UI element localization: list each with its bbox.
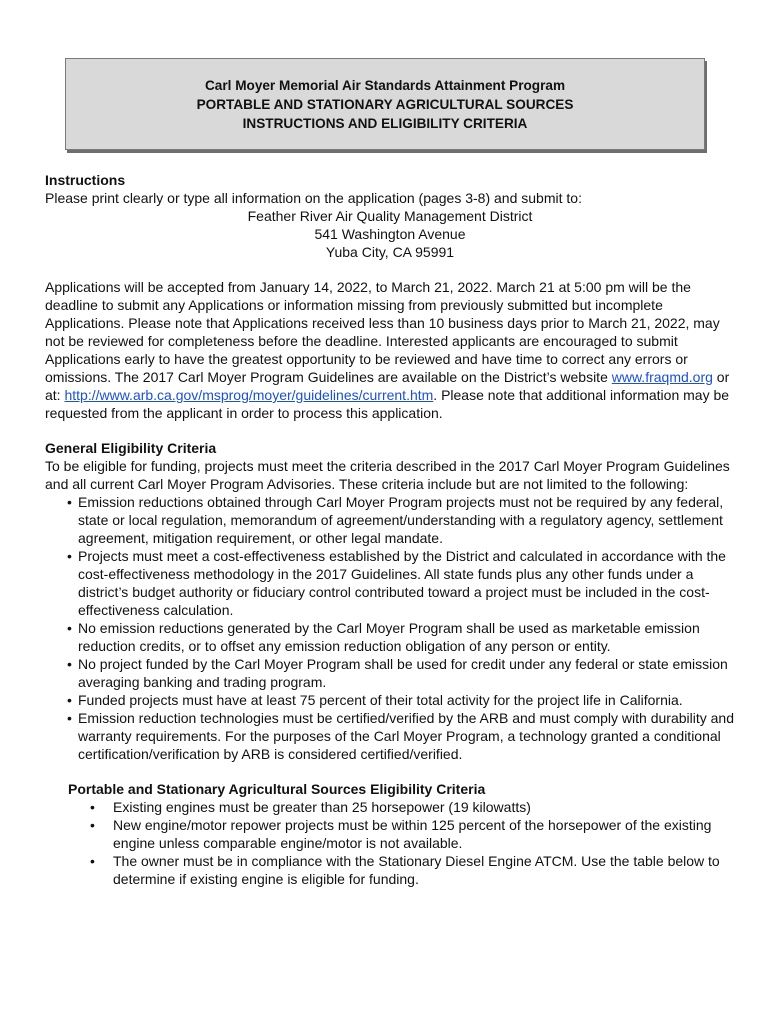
bullet-icon: • xyxy=(67,494,72,510)
bullet-icon: • xyxy=(67,620,72,636)
list-item: • No project funded by the Carl Moyer Program shall be used for credit under any federal or state emission averaging banking and trading program. xyxy=(67,656,728,690)
spacer xyxy=(45,763,735,780)
portable-eligibility-heading: Portable and Stationary Agricultural Sources Eligibility Criteria xyxy=(68,781,486,797)
bullet-icon: • xyxy=(67,656,72,672)
paragraph-text: . Please note that additional information may be requested from the applicant in order to process this application. xyxy=(45,387,730,421)
list-item: • No emission reductions generated by the Carl Moyer Program shall be used as marketable emission reduction credits, or to offset any emission reduction obligation of any person or entity. xyxy=(67,620,700,654)
address-line: 541 Washington Avenue xyxy=(314,226,466,242)
program-title: Carl Moyer Memorial Air Standards Attainment Program xyxy=(204,77,566,93)
general-eligibility-heading: General Eligibility Criteria xyxy=(45,440,217,456)
general-eligibility-intro: To be eligible for funding, projects must meet the criteria described in the 2017 Carl Moyer Program Guidelines and all current Carl Moyer Program Advisories. These criteria include but are not limited to the following: xyxy=(45,458,730,492)
bullet-icon: • xyxy=(90,853,95,869)
general-criteria-list xyxy=(45,493,735,763)
sources-title: PORTABLE AND STATIONARY AGRICULTURAL SOURCES xyxy=(196,96,574,112)
portable-criteria-list xyxy=(45,798,735,888)
list-item: • New engine/motor repower projects must be within 125 percent of the horsepower of the existing engine unless comparable engine/motor is not available. xyxy=(90,817,712,851)
list-item: • The owner must be in compliance with the Stationary Diesel Engine ATCM. Use the table below to determine if existing engine is eligible for funding. xyxy=(90,853,720,887)
application-deadline-paragraph xyxy=(45,278,735,422)
bullet-icon: • xyxy=(67,710,72,726)
bullet-icon: • xyxy=(90,799,95,815)
spacer xyxy=(45,422,735,439)
criteria-title: INSTRUCTIONS AND ELIGIBILITY CRITERIA xyxy=(242,115,528,131)
list-item: • Existing engines must be greater than 25 horsepower (19 kilowatts) xyxy=(90,799,531,815)
list-item: • Emission reductions obtained through Carl Moyer Program projects must not be required by any federal, state or local regulation, memorandum of agreement/understanding with a regulatory agency, settlement agreement, mitigation requirement, or other legal mandate. xyxy=(67,494,724,546)
address-line: Feather River Air Quality Management District xyxy=(247,208,533,224)
mailing-address xyxy=(45,207,735,261)
document-body xyxy=(45,171,735,888)
bullet-icon: • xyxy=(67,692,72,708)
instructions-heading: Instructions xyxy=(45,172,126,188)
spacer xyxy=(45,261,735,278)
list-item: • Projects must meet a cost-effectiveness established by the District and calculated in accordance with the cost-effectiveness methodology in the 2017 Guidelines. All state funds plus any other funds under a district’s budget authority or fiduciary control contributed toward a project must be included in the cost-effectiveness calculation. xyxy=(67,548,726,618)
list-item: • Emission reduction technologies must be certified/verified by the ARB and must comply with durability and warranty requirements. For the purposes of the Carl Moyer Program, a technology granted a conditional certification/verification by ARB is considered certified/verified. xyxy=(67,710,734,762)
list-item: • Funded projects must have at least 75 percent of their total activity for the project life in California. xyxy=(67,692,683,708)
paragraph-text: or at: xyxy=(45,369,730,403)
title-box xyxy=(65,58,705,150)
bullet-icon: • xyxy=(90,817,95,833)
paragraph-text: Applications will be accepted from January 14, 2022, to March 21, 2022. March 21 at 5:00 pm will be the deadline to submit any Applications or information missing from previously submitted but incomplete Applications. Please note that Applications received less than 10 business days prior to March 21, 2022, may not be reviewed for completeness before the deadline. Interested applicants are encouraged to submit Applications early to have the greatest opportunity to be reviewed and have time to correct any errors or omissions. The 2017 Carl Moyer Program Guidelines are available on the District’s website xyxy=(45,279,720,385)
guidelines-link[interactable]: http://www.arb.ca.gov/msprog/moyer/guidelines/current.htm xyxy=(64,387,434,403)
address-line: Yuba City, CA 95991 xyxy=(325,244,455,260)
bullet-icon: • xyxy=(67,548,72,564)
district-website-link[interactable]: www.fraqmd.org xyxy=(611,369,713,385)
instructions-intro: Please print clearly or type all information on the application (pages 3-8) and submit to: xyxy=(45,190,582,206)
